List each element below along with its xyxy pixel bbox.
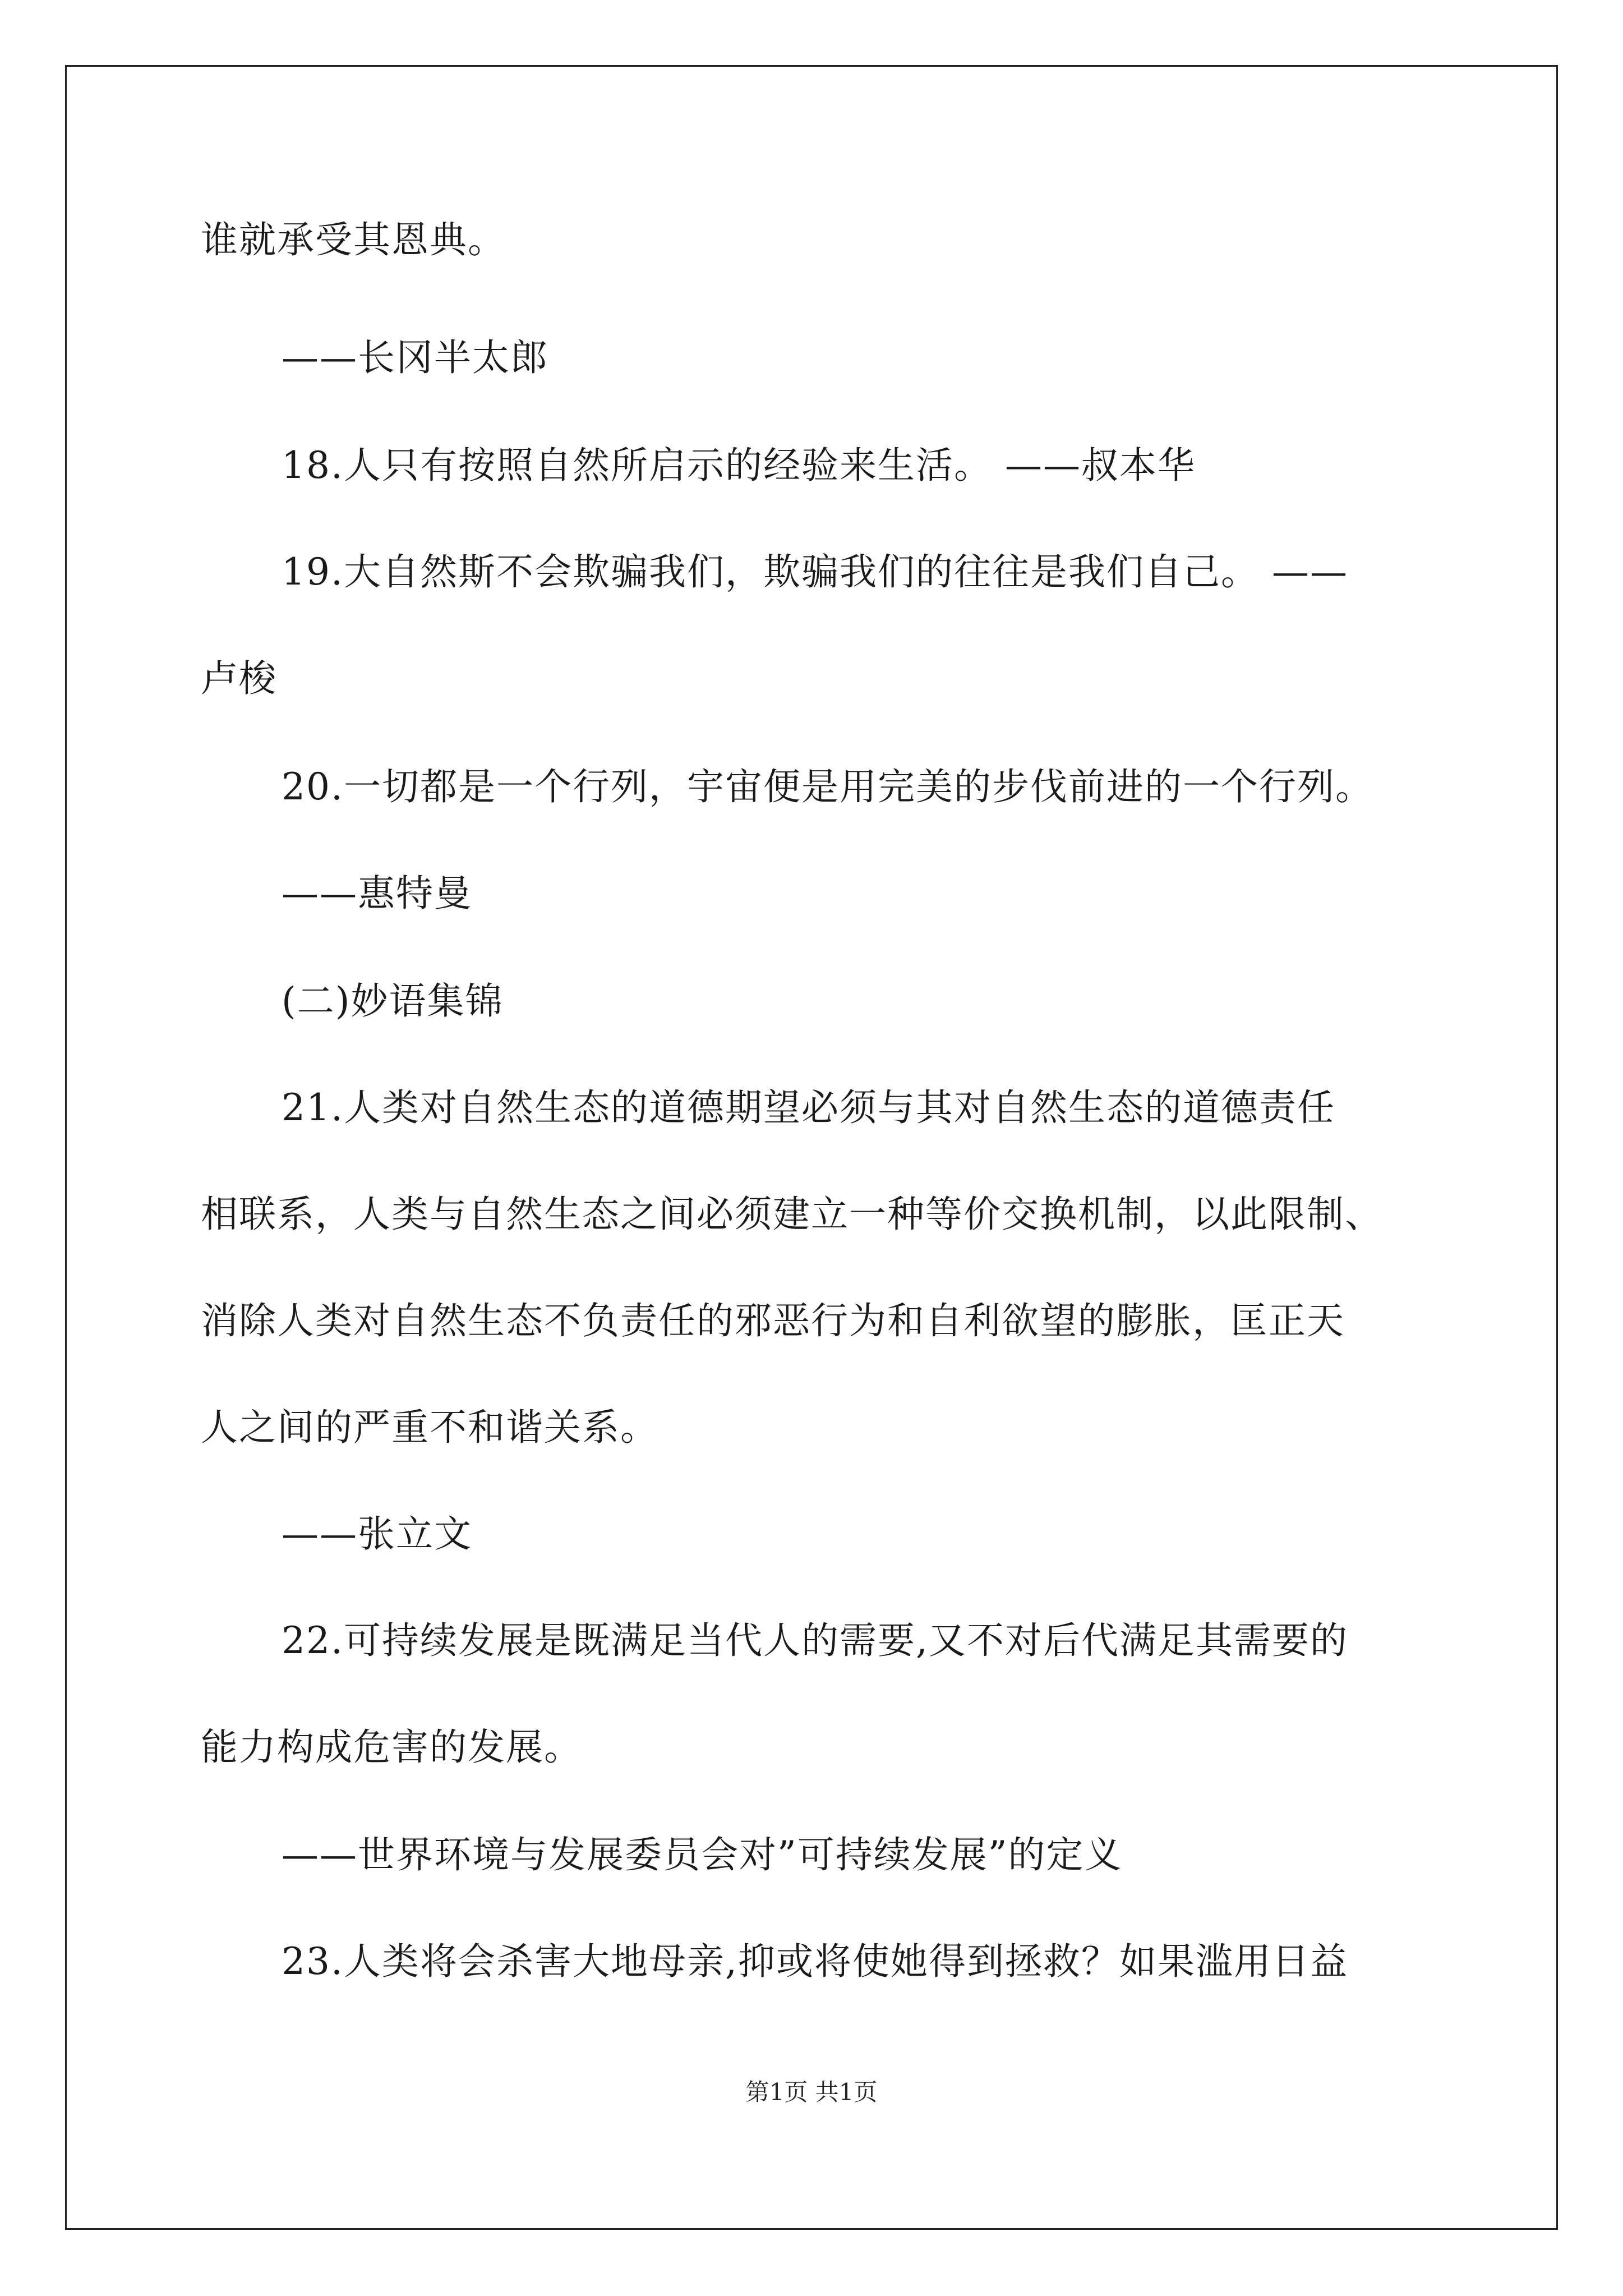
quote-line-21: 21.人类对自然生态的道德期望必须与其对自然生态的道德责任 — [282, 1086, 1335, 1129]
quote-line-22: 22.可持续发展是既满足当代人的需要,又不对后代满足其需要的 — [282, 1619, 1348, 1662]
quote-line-19: 19.大自然斯不会欺骗我们，欺骗我们的往往是我们自己。 —— — [282, 550, 1348, 593]
quote-author-line: ——世界环境与发展委员会对”可持续发展”的定义 — [282, 1833, 1123, 1876]
page-footer: 第1页 共1页 — [745, 2078, 878, 2106]
text-line-1: 谁就承受其恩典。 — [201, 218, 506, 261]
quote-author-line: ——长冈半太郎 — [282, 336, 548, 379]
text-line: 相联系，人类与自然生态之间必须建立一种等价交换机制，以此限制、 — [201, 1193, 1383, 1236]
text-line: 人之间的严重不和谐关系。 — [201, 1406, 658, 1449]
text-line: 能力构成危害的发展。 — [201, 1726, 582, 1769]
quote-author-line: ——张立文 — [282, 1512, 472, 1556]
page-frame — [65, 65, 1558, 2230]
quote-line-23: 23.人类将会杀害大地母亲,抑或将使她得到拯救？如果滥用日益 — [282, 1940, 1348, 1983]
quote-line-20: 20.一切都是一个行列，宇宙便是用完美的步伐前进的一个行列。 — [282, 765, 1373, 808]
text-line-author-lusuo: 卢梭 — [201, 657, 277, 700]
quote-line-18: 18.人只有按照自然所启示的经验来生活。 ——叔本华 — [282, 444, 1196, 487]
text-line: 消除人类对自然生态不负责任的邪恶行为和自利欲望的膨胀，匡正天 — [201, 1299, 1345, 1342]
quote-author-line: ——惠特曼 — [282, 872, 472, 915]
section-heading: (二)妙语集锦 — [282, 979, 504, 1023]
